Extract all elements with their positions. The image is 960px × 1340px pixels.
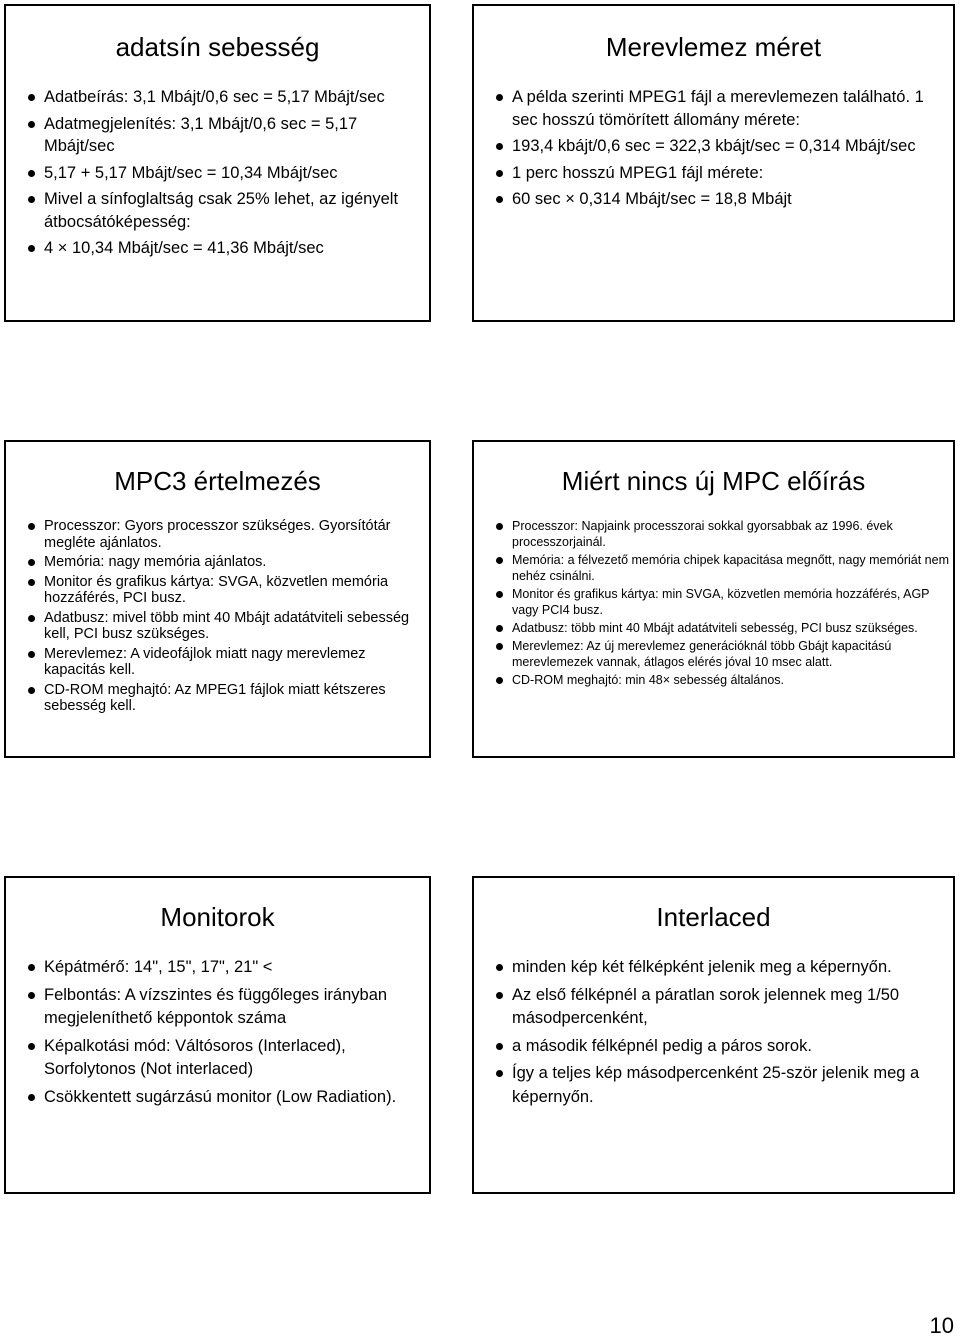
bullet-item: CD-ROM meghajtó: Az MPEG1 fájlok miatt kétszeres sebesség kell.: [6, 682, 429, 715]
bullet-item: Felbontás: A vízszintes és függőleges irányban megjeleníthető képpontok száma: [6, 984, 429, 1031]
slide-interlaced: [472, 876, 955, 1194]
slide-monitorok: [4, 876, 431, 1194]
bullet-item: Merevlemez: Az új merevlemez generációknál több Gbájt kapacitású merevlemezek vannak, átlagos elérés jóval 10 msec alatt.: [474, 638, 953, 670]
slide-title: MPC3 értelmezés: [114, 466, 321, 496]
page-number: 10: [929, 1313, 954, 1338]
bullet-item: A példa szerinti MPEG1 fájl a merevlemezen található. 1 sec hosszú tömörített állomány mérete:: [474, 86, 953, 131]
bullet-item: Memória: nagy memória ajánlatos.: [6, 554, 429, 571]
slide-title: Miért nincs új MPC előírás: [561, 466, 866, 496]
slide-title: Interlaced: [656, 902, 771, 932]
bullet-item: Képátmérő: 14", 15", 17", 21" <: [6, 956, 429, 980]
bullet-item: Adatbusz: több mint 40 Mbájt adatátviteli sebesség, PCI busz szükséges.: [474, 620, 953, 636]
bullet-item: Mivel a sínfoglaltság csak 25% lehet, az igényelt átbocsátóképesség:: [6, 188, 429, 233]
bullet-item: 1 perc hosszú MPEG1 fájl mérete:: [474, 162, 953, 185]
bullet-list: [474, 518, 953, 688]
bullet-list: [6, 956, 429, 1109]
slide-title: adatsín sebesség: [115, 32, 320, 62]
bullet-item: Merevlemez: A videofájlok miatt nagy merevlemez kapacitás kell.: [6, 646, 429, 679]
bullet-item: Monitor és grafikus kártya: SVGA, közvetlen memória hozzáférés, PCI busz.: [6, 574, 429, 607]
bullet-item: Az első félképnél a páratlan sorok jelennek meg 1/50 másodpercenként,: [474, 984, 953, 1031]
bullet-item: 5,17 + 5,17 Mbájt/sec = 10,34 Mbájt/sec: [6, 162, 429, 185]
bullet-item: Adatmegjelenítés: 3,1 Mbájt/0,6 sec = 5,17 Mbájt/sec: [6, 113, 429, 158]
slide-mpc3-ertelmezes: [4, 440, 431, 758]
bullet-item: 60 sec × 0,314 Mbájt/sec = 18,8 Mbájt: [474, 188, 953, 211]
bullet-item: Processzor: Napjaink processzorai sokkal gyorsabbak az 1996. évek processzorjainál.: [474, 518, 953, 550]
bullet-item: minden kép két félképként jelenik meg a képernyőn.: [474, 956, 953, 980]
bullet-item: CD-ROM meghajtó: min 48× sebesség általános.: [474, 672, 953, 688]
bullet-item: a második félképnél pedig a páros sorok.: [474, 1035, 953, 1059]
bullet-item: Adatbeírás: 3,1 Mbájt/0,6 sec = 5,17 Mbájt/sec: [6, 86, 429, 109]
bullet-item: Processzor: Gyors processzor szükséges. Gyorsítótár megléte ajánlatos.: [6, 518, 429, 551]
slide-adatsin-sebesseg: [4, 4, 431, 322]
bullet-list: [474, 86, 953, 211]
bullet-item: 193,4 kbájt/0,6 sec = 322,3 kbájt/sec = 0,314 Mbájt/sec: [474, 135, 953, 158]
slide-title: Merevlemez méret: [605, 32, 822, 62]
slide-miert-nincs-uj-mpc-eloiras: [472, 440, 955, 758]
bullet-item: 4 × 10,34 Mbájt/sec = 41,36 Mbájt/sec: [6, 237, 429, 260]
slide-merevlemez-meret: [472, 4, 955, 322]
slide-title: Monitorok: [160, 902, 275, 932]
bullet-item: Így a teljes kép másodpercenként 25-ször jelenik meg a képernyőn.: [474, 1062, 953, 1109]
bullet-list: [6, 518, 429, 715]
bullet-item: Adatbusz: mivel több mint 40 Mbájt adatátviteli sebesség kell, PCI busz szükséges.: [6, 610, 429, 643]
bullet-item: Csökkentett sugárzású monitor (Low Radiation).: [6, 1086, 429, 1110]
bullet-item: Monitor és grafikus kártya: min SVGA, közvetlen memória hozzáférés, AGP vagy PCI4 busz.: [474, 586, 953, 618]
bullet-item: Képalkotási mód: Váltósoros (Interlaced), Sorfolytonos (Not interlaced): [6, 1035, 429, 1082]
bullet-item: Memória: a félvezető memória chipek kapacitása megnőtt, nagy memóriát nem nehéz csinálni.: [474, 552, 953, 584]
bullet-list: [474, 956, 953, 1109]
bullet-list: [6, 86, 429, 260]
